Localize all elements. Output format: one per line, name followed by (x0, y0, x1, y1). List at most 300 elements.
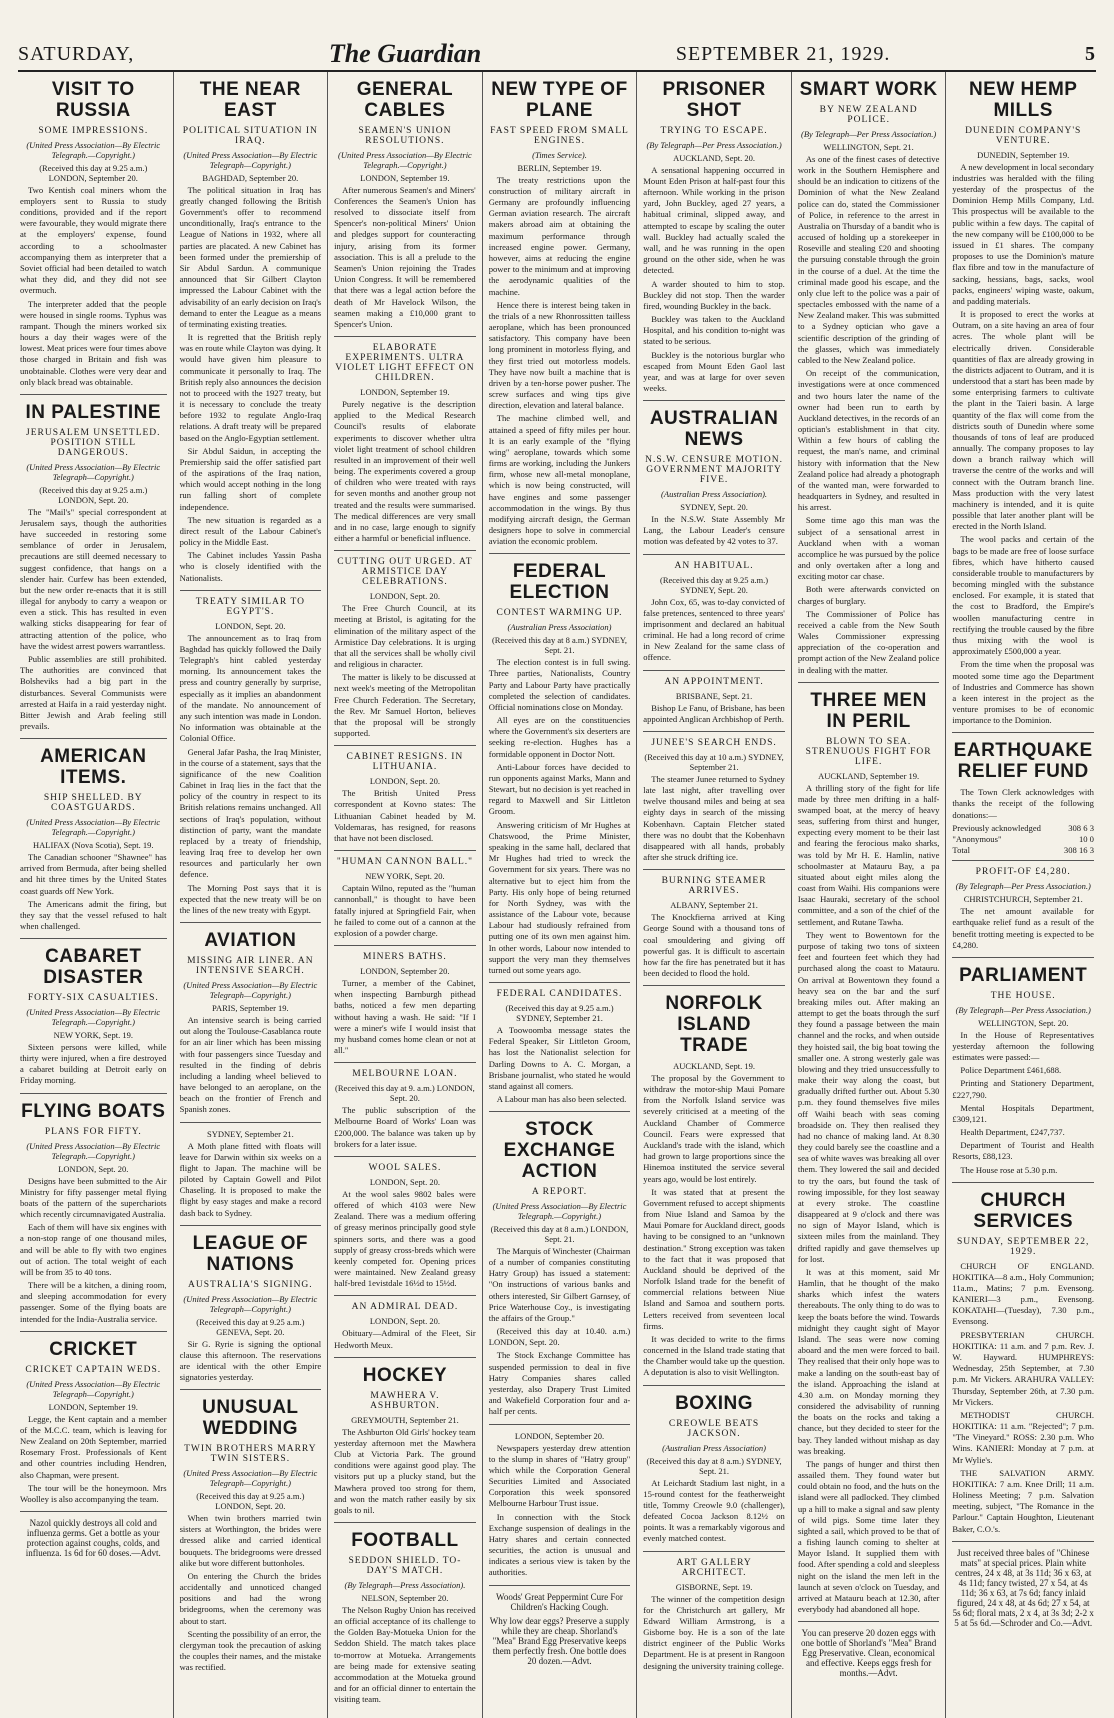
article-body (489, 657, 631, 976)
article (20, 403, 167, 739)
article-headline: SMART WORK (799, 79, 938, 100)
article (334, 857, 476, 946)
article-dateline: ALBANY, September 21. (670, 900, 758, 911)
article-paragraph: On entering the Church the brides accidentally and unnoticed changed positions and had the wrong bridegrooms, when the ceremony was about to start. (179, 1570, 322, 1626)
article (643, 409, 785, 554)
article-subhead: AUSTRALIA'S SIGNING. (188, 1279, 313, 1290)
article-paragraph: A warder shouted to him to stop. Buckley did not stop. Then the warder fired, wounding Buckley in the back. (643, 278, 785, 311)
fund-label: Previously acknowledged (952, 822, 1041, 833)
article (334, 1531, 476, 1711)
article-subhead: CUTTING OUT URGED. AT ARMISTICE DAY CELEBRATIONS. (337, 557, 473, 588)
article (334, 1069, 476, 1157)
article-body (334, 603, 476, 739)
article-body (952, 1261, 1094, 1535)
article-body (334, 1189, 476, 1290)
article-paragraph: The announcement as to Iraq from Baghdad has quickly followed the Daily Telegraph's hint cabled yesterday morning. Its announcement takes the press and country generally by surprise, especially as it implies an abandonment of the mandate. No announcement of any such intention was made in London. No information was obtainable at the Colonial Office. (179, 632, 322, 744)
article-paragraph: Sir G. Ryrie is signing the optional clause this afternoon. The reservations are identical with the other Empire signatories yesterday. (179, 1338, 322, 1383)
article-paragraph: The public subscription of the Melbourne Board of Works' Loan was £200,000. The balance was taken up by brokers for a later issue. (334, 1105, 476, 1149)
article-dateline: (Received this day at 10 a.m.) SYDNEY, September 21. (644, 751, 784, 772)
article-paragraph: Sixteen persons were killed, while thirty were injured, when a fire destroyed a cabaret building at Detroit early on Friday morning. (20, 1041, 167, 1086)
article-paragraph: General Jafar Pasha, the Iraq Minister, in the course of a statement, says that the significance of the new Coalition Cabinet in Iraq lies in the fact that the policy of the country in respect to its British relations remains unchanged. All sections of Iraq's population, without distinction of party, want the mandate replaced by a treaty of friendship, leaving Iraq free to develop her own resources and particularly her own defence. (179, 746, 322, 880)
article-headline: AUSTRALIAN NEWS (649, 408, 779, 451)
article-dateline: LONDON, Sept. 20. (58, 1163, 129, 1174)
article (20, 80, 167, 395)
article-paragraph: The Knockfierna arrived at King George Sound with a thousand tons of coal smouldering and giving off powerful gas. It is difficult to ascertain how far the fire has penetrated but it has been decided to flood the hold. (643, 912, 785, 979)
article-credit: (United Press Association—By Electric Telegraph.—Copyright.) (26, 1140, 161, 1161)
article-paragraph: On receipt of the communication, investigations were at once commenced and two hours later the name of the owner had been run to earth by Auckland detectives, in the records of an optician's establishment in that city. Within a few hours of cabling the request, the man's name, and criminal history with information that the New Zealand police had already a photograph of the wanted man, were forwarded to headquarters in Sydney, and resulted in his arrest. (797, 368, 940, 513)
article-body (798, 154, 940, 676)
article-headline: CABARET DISASTER (43, 946, 144, 989)
article-credit: (United Press Association—By Electric Telegraph.—Copyright.) (26, 1006, 161, 1027)
article-dateline: WELLINGTON, Sept. 20. (978, 1017, 1069, 1028)
article-body (334, 788, 476, 844)
article (334, 343, 476, 551)
article-paragraph: Anti-Labour forces have decided to run opponents against Marks, Mann and Stewart, but no decision is yet reached in regard to Maxwell and Sir Littleton Groom. (488, 761, 631, 817)
article-headline: IN PALESTINE (25, 401, 162, 423)
article-dateline: LONDON, September 20. (514, 1430, 605, 1441)
article-paragraph: Legge, the Kent captain and a member of the M.C.C. team, which is leaving for New Zealand on 20th September, married Rosemary Frost. Professionals of Kent and other countries including Hendren, also Chapman, were present. (20, 1413, 167, 1480)
article (643, 80, 785, 401)
article-paragraph: Both were afterwards convicted on charges of burglary. (797, 584, 940, 606)
article-paragraph: The election contest is in full swing. Three parties, Nationalists, Country Party and Labour Party have practically completed the selection of candidates. Official nominations close on Monday. (488, 657, 631, 712)
article-dateline: NEW YORK, Sept. 20. (365, 871, 445, 882)
article-body (643, 165, 785, 394)
article-body (180, 185, 322, 584)
article-subhead: FAST SPEED FROM SMALL ENGINES. (490, 125, 629, 146)
article-paragraph: From the time when the proposal was mooted some time ago the Department of Industries and Commerce has shown a keen interest in the project as the venture promises to be of economic importance to the Dominion. (952, 659, 1094, 726)
article-body (334, 978, 476, 1056)
article (334, 952, 476, 1063)
article-paragraph: In connection with the Stock Exchange suspension of dealings in the Hatry shares and certain connected securities, the action is unusual and indicates a serious view is taken by the authorities. (488, 1511, 631, 1578)
article-dateline: (Received this day at 8 a.m.) LONDON, Sept. 21. (490, 1223, 629, 1244)
fund-row (952, 834, 1094, 845)
article-body (334, 399, 476, 544)
article-headline: EARTHQUAKE RELIEF FUND (953, 740, 1093, 783)
article (952, 741, 1094, 861)
article-paragraph: In the N.S.W. State Assembly Mr Lang, the Labour Leader's censure motion was defeated by 42 votes to 37. (643, 514, 785, 547)
article-paragraph: Printing and Stationery Department, £227,790. (952, 1078, 1094, 1100)
article (180, 931, 322, 1122)
article-body (20, 1176, 167, 1325)
article-dateline: (Received this day at 9.25 a.m.) SYDNEY, Sept. 20. (660, 574, 769, 595)
article-body (20, 507, 167, 732)
article-subhead: BURNING STEAMER ARRIVES. (661, 876, 767, 897)
article-paragraph: The Town Clerk acknowledges with thanks the receipt of the following donations:— (952, 787, 1094, 820)
article-subhead: FORTY-SIX CASUALTIES. (27, 992, 159, 1003)
article (334, 752, 476, 851)
article-dateline: HALIFAX (Nova Scotia), Sept. 19. (33, 839, 154, 850)
article (334, 80, 476, 337)
article-paragraph: The machine climbed well, and attained a speed of fifty miles per hour. It is an early example of the "flying wing" aeroplane, towards which some firms are working, including the Junkers firm, whose new all-metal monoplane, which is now being constructed, will have engines and some passenger accommodation in the wings. By thus modifying aircraft design, the German designers hope to solve in commercial aviation the economic problem. (488, 413, 631, 547)
article-paragraph: The Cabinet includes Yassin Pasha who is closely identified with the Nationalists. (179, 550, 322, 583)
article-body (180, 1141, 322, 1219)
article-paragraph: The political situation in Iraq has greatly changed following the British Government's offer to recommend unconditionally, Iraq's entrance to the League of Nations in 1932, where all parties are placated. A new Cabinet has been formed under the premiership of Sir Abdul Sardun. A communique announced that Sir Gilbert Clayton impressed the Labour Cabinet with the advisability of an early decision on Iraq's demand to enter the League as a means of terminating existing treaties. (179, 184, 322, 329)
article-body (952, 906, 1094, 951)
article-credit: (United Press Association—By Electric Telegraph.—Copyright.) (492, 1200, 627, 1221)
article-body (643, 774, 785, 863)
article-paragraph: The Stock Exchange Committee has suspended permission to deal in five Hatry Companies shares called yesterday, also Drapery Trust Limited and Wakefield Corporation four and a-half per cents. (488, 1350, 631, 1417)
article-paragraph: Captain Wilno, reputed as the "human cannonball," is thought to have been fatally injured at Springfield Fair, when he failed to come out of a cannon at the explosion of a powder charge. (334, 883, 476, 938)
article (952, 80, 1094, 733)
article-subhead: AN ADMIRAL DEAD. (351, 1302, 459, 1313)
article-paragraph: All eyes are on the constituencies where the Government's six deserters are seeking re-election. Hughes has a formidable opponent in Doctor Nott. (488, 715, 631, 759)
article-body (489, 1246, 631, 1418)
article-subhead: THE HOUSE. (990, 990, 1056, 1001)
article-paragraph: The treaty restrictions upon the construction of military aircraft in Germany are profoundly influencing German aviation research. The aircraft makers abroad aim at obtaining the maximum performance through increased engine power. Germany, however, aims at reducing the engine power to the minimum and at improving the aerodynamic qualities of the machine. (488, 174, 631, 297)
article-headline: THREE MEN IN PERIL (810, 689, 927, 732)
article-credit: (United Press Association—By Electric Telegraph—Copyright.) (183, 149, 318, 170)
article-dateline: BERLIN, September 19. (517, 162, 602, 173)
article-credit: (By Telegraph—Per Press Association.) (955, 881, 1091, 892)
article-dateline: (Received this day at 9.25 a.m.) SYDNEY, September 21. (505, 1003, 614, 1024)
article-paragraph: PRESBYTERIAN CHURCH. HOKITIKA: 11 a.m. and 7 p.m. Rev. J. W. Hayward. HUMPHREYS: Wednesday, 25th September, at 7.30 p.m. Mr Vickers. ARAHURA VALLEY: Thursday, September 26th, at 7.30 p.m. Mr Vickers. (952, 1329, 1094, 1407)
article-dateline: AUCKLAND, September 19. (818, 770, 920, 781)
article-headline: GENERAL CABLES (356, 79, 454, 121)
fund-label: "Anonymous" (952, 833, 1002, 844)
article-subhead: ELABORATE EXPERIMENTS. ULTRA VIOLET LIGHT EFFECT ON CHILDREN. (335, 343, 475, 384)
article (952, 966, 1094, 1183)
article-body (643, 597, 785, 664)
article-body (643, 912, 785, 979)
article-paragraph: The Americans admit the firing, but they say that the vessel refused to halt when challenged. (20, 898, 167, 932)
article-paragraph: The proposal by the Government to withdraw the motor-ship Maui Pomare from the Norfolk Island service was severely criticised at a meeting of the Auckland Chamber of Commerce Council. Fears were expressed that Auckland's trade with the island, which had grown to large proportions since the Hinemoa instituted the service several years ago, would be lost entirely. (643, 1072, 785, 1184)
article-paragraph: There will be a kitchen, a dining room, and sleeping accommodation for every passenger. Some of the flying boats are intended for the India-Australia service. (20, 1280, 167, 1324)
article-subhead: MINERS BATHS. (363, 952, 447, 963)
article (643, 994, 785, 1385)
article-credit: (Times Service). (532, 149, 587, 160)
article-paragraph: Sir Abdul Saidun, in accepting the Premiership said the offer satisfied part of the aspirations of the Iraq nation, which would accept nothing in the long run falling short of complete independence. (179, 445, 322, 512)
article-paragraph: At Leichardt Stadium last night, in a 15-round contest for the featherweight title, Tommy Creowle 9.0 (challenger), defeated Cocoa Jackson 8.12½ on points. It was a remarkably vigorous and evenly matched contest. (643, 1477, 785, 1544)
article-subhead: BLOWN TO SEA. STRENUOUS FIGHT FOR LIFE. (805, 736, 932, 767)
article-paragraph: Each of them will have six engines with a non-stop range of one thousand miles, and will be able to fly with two engines out of action. The total weight of each will be from 35 to 40 tons. (20, 1222, 167, 1277)
article-paragraph: The interpreter added that the people were housed in single rooms. Typhus was rampant. Though the miners worked six hours a day their wages were of the lowest. Meat prices were four times above those charged in Britain and fish was unobtainable. Clothes were very dear and only black bread was obtainable. (20, 298, 167, 387)
article-paragraph: It was decided to write to the firms concerned in the Island trade stating that the Chamber would take up the question. A deputation is also to visit Wellington. (643, 1333, 785, 1378)
article-headline: UNUSUAL WEDDING (202, 1397, 299, 1440)
article-headline: NEW HEMP MILLS (968, 79, 1078, 121)
article-body (643, 1594, 785, 1672)
fund-label: Total (952, 845, 970, 856)
article-paragraph: After numerous Seamen's and Miners' Conferences the Seamen's Union has resolved to dissociate itself from Spencer's non-political Miners' Union and pledges support for counteracting injury, arising from its former association. This is all a prelude to the Seamen's Union rejoining the Trades Union Congress. It will be remembered that there was a legal action before the death of Mr Havelock Wilson, the seamen making a £10,000 grant to Spencer's Union. (334, 184, 476, 329)
article-paragraph: Health Department, £247,737. (960, 1127, 1065, 1138)
article-subhead: SOME IMPRESSIONS. (38, 125, 149, 136)
fund-amount: 308 6 3 (1068, 822, 1094, 833)
article-headline: LEAGUE OF NATIONS (192, 1232, 309, 1275)
article-paragraph: Scenting the possibility of an error, the clergyman took the precaution of asking the couples their names, and the mistake was rectified. (179, 1628, 322, 1673)
article-paragraph: John Cox, 65, was to-day convicted of false pretences, sentenced to three years' imprisonment and declared an habitual criminal. He had a long record of crime in New Zealand for the same class of offence. (643, 596, 785, 663)
article-dateline: LONDON, September 19. (360, 387, 450, 398)
article-paragraph: Purely negative is the description applied to the Medical Research Council's results of elaborate experiments to discover whether ultra violet light treatment of school children resulted in an improvement of their well being. The experiments covered a group of children who were treated with rays for seven months and another group not treated and the results were summarised. The medical differences are very small and in no case, large enough to signify either a harmful or beneficial influence. (334, 399, 476, 544)
article-paragraph: Answering criticism of Mr Hughes at Chatswood, the Prime Minister, speaking in the same hall, declared that Mr Hughes had tried to wreck the Government for six years. There was no alternative but to eject him from the Party. His only hope of being returned for North Sydney, was with the assistance of the Labour vote, because Labour had studiously refrained from putting one of its own men against him. In other words, Labour now intended to support the very man they themselves turned out some years ago. (488, 819, 631, 975)
article-paragraph: Designs have been submitted to the Air Ministry for fifty passenger metal flying boats of the pattern of the superchariots which recently circumnavigated Australia. (20, 1175, 167, 1220)
advertisement: You can preserve 20 dozen eggs with one bottle of Shorland's "Mea" Brand Egg Preservative. Clean, economical and effective. Keeps eggs fresh for months.—Advt. (801, 1628, 937, 1679)
column-5 (636, 72, 791, 1718)
article-dateline: DUNEDIN, September 19. (977, 149, 1070, 160)
article-subhead: JUNEE'S SEARCH ENDS. (651, 737, 777, 748)
article-dateline: (Received this day at 8 a.m.) SYDNEY, Sept. 21. (491, 635, 628, 656)
article-credit: (United Press Association—By Electric Telegraph—Copyright.) (26, 461, 161, 482)
article-paragraph: The House rose at 5.30 p.m. (960, 1164, 1058, 1175)
masthead-title: The Guardian (328, 39, 482, 68)
article-paragraph: The Nelson Rugby Union has received an official acceptance of its challenge to the Golden Bay-Motueka Union for the Seddon Shield. The match takes place to-morrow at Motueka. Arrangements are being made for extensive seating accommodation at the Motueka ground and for an official dinner to entertain the visiting team. (334, 1604, 476, 1705)
article (20, 1340, 167, 1512)
column-1 (18, 72, 173, 1718)
article-paragraph: The British United Press correspondent at Kovno states: The Lithuanian Cabinet headed by M. Voldemaras, has resigned, for reasons that have not been disclosed. (334, 788, 476, 843)
article-dateline: BRISBANE, Sept. 21. (675, 690, 753, 701)
article-subhead: TWIN BROTHERS MARRY TWIN SISTERS. (184, 1443, 317, 1464)
article-body (20, 1042, 167, 1087)
article-subhead: N.S.W. CENSURE MOTION. GOVERNMENT MAJORITY FIVE. (645, 455, 783, 485)
article-paragraph: A thrilling story of the fight for life made by three men drifting in a half-swamped boat, at the mercy of heavy seas, suffering from thirst and hunger, expecting every moment to be their last and fearing the ferocious mako sharks, was told by Mr H. E. Hamlin, native schoolmaster at Matauru Bay, a pa situated about eight miles along the coast from Waihi. His companions were Isaac Hauraki, secretary of the school committee, and a son of the chief of the settlement, and Rutane Tawha. (797, 782, 940, 927)
article-credit: (United Press Association—By Electric Telegraph.—Copyright.) (26, 816, 161, 837)
article (180, 1234, 322, 1390)
article (180, 80, 322, 591)
article-headline: AVIATION (204, 930, 297, 952)
article (643, 1558, 785, 1678)
article-subhead: MAWHERA V. ASHBURTON. (370, 1390, 440, 1411)
article-subhead: MISSING AIR LINER. AN INTENSIVE SEARCH. (187, 955, 314, 976)
fund-amount: 10 0 (1078, 833, 1094, 844)
article-dateline: (Received this day at 8 a.m.) SYDNEY, Sept. 21. (646, 1455, 782, 1476)
article-paragraph: The Commissioner of Police has received a cable from the New South Wales Commissioner expressing appreciation of the co-operation and prompt action of the New Zealand police in dealing with the matter. (797, 608, 940, 675)
article-paragraph: A new development in local secondary industries was heralded with the filing yesterday of the prospectus of the Dominion Hemp Mills Company, Ltd. This prospectus will be available to the public within a few days. The capital of the new company will be £100,000 to be issued in £1 shares. The company proposes to use the Dominion's mature flax fibre and tow in the manufacture of sacking, hessians, bags, sacks, wool packs, engineers' wiping waste, oakum, and padding materials. (952, 161, 1094, 306)
article-credit: (United Press Association—By Electric Telegraph—Copyright.) (183, 979, 318, 1000)
article (798, 691, 940, 1623)
article-dateline: SYDNEY, September 21. (206, 1128, 294, 1139)
article-body (20, 185, 167, 388)
article-dateline: LONDON, Sept. 20. (369, 776, 440, 787)
article-body (643, 514, 785, 548)
article-body (643, 1478, 785, 1545)
article-headline: FOOTBALL (351, 1530, 459, 1552)
article-subhead: CONTEST WARMING UP. (496, 608, 623, 619)
article-body (489, 175, 631, 548)
column-6 (791, 72, 946, 1718)
article-dateline: NELSON, September 20. (361, 1592, 449, 1603)
article-paragraph: When twin brothers married twin sisters at Worthington, the brides were dressed alike and carried identical bouquets. The bridegrooms were dressed alike but wore different buttonholes. (179, 1512, 322, 1568)
article-headline: FEDERAL ELECTION (509, 561, 610, 604)
article-subhead: "HUMAN CANNON BALL." (336, 857, 474, 868)
article-paragraph: The steamer Junee returned to Sydney late last night, after travelling over twelve thousand miles and being at sea eighty days in search of the missing Kobenhavn. Captain Fletcher stated there was no doubt that the Kobenhavn disappeared with all hands, probably after she struck drifting ice. (643, 773, 785, 863)
article-paragraph: Police Department £461,688. (960, 1065, 1062, 1076)
article (643, 561, 785, 671)
article-dateline: AUCKLAND, Sept. 20. (673, 152, 756, 163)
fund-row (952, 845, 1094, 856)
article-paragraph: CHURCH OF ENGLAND. HOKITIKA—8 a.m., Holy Communion; 11a.m., Matins; 7 p.m. Evensong. KANIERI—3 p.m., Evensong. KOKATAHI—(Tuesday), 7.30 p.m., Evensong. (952, 1260, 1094, 1327)
article-paragraph: The wool packs and certain of the bags to be made are free of loose surface fibres, which have hitherto caused considerable trouble to manufacturers by becoming mingled with the substance enclosed. For example, it is stated that the cost to Bradford, the Empire's woollen manufacturing centre in rectifying the trouble caused by the fibre thus mixing with the wool is approximately £500,000 a year. (952, 534, 1094, 657)
article-subhead: FEDERAL CANDIDATES. (496, 989, 623, 1000)
article-paragraph: At the wool sales 9802 bales were offered of which 4103 were New Zealand. There was a medium offering of greasy merinos principally good style spinners sorts, and there was a good supply of greasy cross-breds which were keenly competed for. Opening prices were maintained. New Zealand greasy half-bred 1evistdale 16½d to 15½d. (334, 1188, 476, 1289)
article-body (180, 1513, 322, 1673)
article-dateline: WELLINGTON, Sept. 21. (823, 141, 914, 152)
article-credit: (United Press Association—By Electric Telegraph—Copyright.) (26, 1378, 161, 1399)
article-paragraph: The Canadian schooner "Shawnee" has arrived from Bermuda, after being shelled and hit three times by the United States coast guards off New York. (20, 851, 167, 896)
article-body (952, 162, 1094, 727)
article-paragraph: Bishop Le Fanu, of Brisbane, has been appointed Anglican Archbishop of Perth. (643, 702, 785, 724)
article-paragraph: The Ashburton Old Girls' hockey team yesterday afternoon met the Mawhera Club at Victoria Park. The ground conditions were against good play. The visitors put up a plucky stand, but the Mawhera proved too strong for them, and won the match rather easily by six goals to nil. (334, 1426, 476, 1515)
article-dateline: LONDON, Sept. 20. (215, 620, 286, 631)
article-subhead: CRICKET CAPTAIN WEDS. (25, 1364, 162, 1375)
article-dateline: (Received this day at 9.25 a.m.) LONDON, September 20. (39, 162, 148, 183)
column-2 (173, 72, 328, 1718)
article-paragraph: It is proposed to erect the works at Outram, on a site having an area of four acres. The whole plant will be electrically driven. Considerable quantities of flax are already growing in the districts adjacent to Outram, and it is understood that a start has been made by some enterprising farmers to cultivate the plant in the Taieri basin. A large quantity of the flax will come from the districts south of Dunedin where some thousands of tons of leaf are produced annually. The company proposes to lay down a branch railway which will traverse the centre of the works and will connect with the Outram branch line. Mass production with the very latest machinery is intended, and it is quite possible that later another plant will be erected in the North Island. (952, 309, 1094, 532)
article-subhead: PLANS FOR FIFTY. (44, 1126, 142, 1137)
article (489, 1431, 631, 1586)
article-paragraph: The winner of the competition design for the Christchurch art gallery, Mr Edward William Armstrong, is a Gisborne boy. He is a son of the late district engineer of the Public Works Department. He is at present in Rangoon designing the university training college. (643, 1593, 785, 1671)
article-paragraph: A Toowoomba message states the Federal Speaker, Sir Littleton Groom, has lost the Nationalist selection for Darling Downs to A. C. Morgan, a Brisbane journalist, who stated he would stand against all comers. (488, 1025, 631, 1091)
article-dateline: AUCKLAND, Sept. 19. (673, 1060, 756, 1071)
article-subhead: SEDDON SHIELD. TO-DAY'S MATCH. (348, 1555, 462, 1576)
article-dateline: LONDON, Sept. 20. (369, 1316, 440, 1327)
article-dateline: (Received this day at 9.25 a.m.) GENEVA, Sept. 20. (196, 1316, 305, 1337)
article-headline: BOXING (675, 1392, 754, 1414)
article-body (20, 1414, 167, 1505)
article-paragraph: THE SALVATION ARMY. HOKITIKA: 7 a.m. Knee Drill; 11 a.m. Holiness Meeting; 7 p.m. Salvation meeting, subject, "The Romance in the Parlour." Captain Houghton, Lieutenant Baker, C.O.'s. (952, 1467, 1094, 1534)
fund-row (952, 823, 1094, 834)
article-paragraph: (Received this day at 10.40. a.m.) LONDON, Sept. 20. (488, 1326, 631, 1348)
article-body (643, 1073, 785, 1379)
article-subhead: WOOL SALES. (368, 1162, 442, 1173)
article-paragraph: Obituary—Admiral of the Fleet, Sir Hedworth Meux. (334, 1328, 476, 1350)
article-paragraph: Buckley is the notorious burglar who escaped from Mount Eden Gaol last year, and was at large for over seven weeks. (643, 349, 785, 394)
article-body (334, 1605, 476, 1706)
article-body (489, 1443, 631, 1579)
article-dateline: BAGHDAD, September 20. (202, 172, 299, 183)
article (20, 947, 167, 1093)
article (489, 1120, 631, 1424)
article-headline: NEW TYPE OF PLANE (491, 79, 628, 121)
fund-amount: 308 16 3 (1063, 845, 1094, 856)
article-credit: (United Press Association—By Electric Telegraph—Copyright.) (183, 1293, 318, 1314)
article (180, 1398, 322, 1679)
article-paragraph: Turner, a member of the Cabinet, when inspecting Barnburgh pithead baths, noticed a few men departing without having a wash. He said: "If I were a miner's wife I would insist that my husband comes home clean or not at all." (334, 978, 476, 1056)
article-paragraph: Some time ago this man was the subject of a sensational arrest in Auckland when with a woman accomplice he was pursued by the police and only overtaken after a long and exciting motor car chase. (797, 515, 940, 582)
article-paragraph: Two Kentish coal miners whom the employers sent to Russia to study conditions, provided and if the report were favourable, they would migrate there at the employers' expense, found according to a schoolmaster accompanying them as interpreter that a Soviet official had been detailed to watch what they did, and they did not see overmuch. (20, 184, 167, 296)
article-body (180, 1339, 322, 1384)
article-body (334, 1427, 476, 1516)
article-body (643, 703, 785, 725)
article-dateline: LONDON, September 19. (48, 1401, 138, 1412)
article-headline: STOCK EXCHANGE ACTION (503, 1119, 616, 1183)
article-body (180, 633, 322, 916)
article-credit: (United Press Association—By Electric Telegraph.—Copyright.) (26, 139, 161, 160)
article-dateline: PARIS, September 19. (212, 1002, 289, 1013)
article (334, 557, 476, 746)
article-subhead: DUNEDIN COMPANY'S VENTURE. (965, 125, 1082, 146)
article-dateline: (Received this day at 9.25 a.m.) LONDON, Sept. 20. (196, 1490, 305, 1511)
article-headline: AMERICAN ITEMS. (40, 746, 147, 789)
article-paragraph: As one of the finest cases of detective work in the Southern Hemisphere and should be an indication to citizens of the Dominion of what the New Zealand police can do, stated the Commissioner of Police, in reference to the arrest in Australia on Thursday of a bandit who is accused of holding up a storekeeper in Roseville and stealing £20 and shooting the pursuing constable through the groin in the course of a duel. At the time the criminal made good his escape, and the only clue left to the police was a pair of spectacles embossed with the name of a New Zealand maker. This was submitted to a Sydney optician who gave a scientific description of the grinding of the glasses, which was immediately cabled to the New Zealand police. (797, 153, 940, 365)
article-body (334, 185, 476, 330)
article-subhead: BY NEW ZEALAND POLICE. (819, 104, 918, 125)
column-3 (327, 72, 482, 1718)
article-paragraph: Public assemblies are still prohibited. The authorities are convinced that Bolsheviks had a big part in the disturbances. Several Communists were arrested at Haifa in a raid yesterday night. Bitter Jewish and Arab feeling still prevails. (20, 654, 167, 732)
article-subhead: AN HABITUAL. (674, 560, 754, 571)
article-paragraph: In the House of Representatives yesterday afternoon the following estimates were passed:— (952, 1029, 1094, 1063)
article-credit: (Australian Press Association) (507, 622, 612, 633)
article-body (952, 1030, 1094, 1176)
article-paragraph: A sensational happening occurred in Mount Eden Prison at half-past four this afternoon. While working in the prison yard, John Buckley, aged 27 years, a habitual criminal, slipped away, and attempted to escape by scaling the outer wall. Buckley had actually scaled the wall, and he was running in the open ground on the other side, when he was detected. (643, 164, 785, 276)
columns-container (18, 72, 1100, 1705)
article-paragraph: The tour will be the honeymoon. Mrs Woolley is also accompanying the team. (20, 1482, 167, 1504)
article (334, 1366, 476, 1523)
article (952, 1191, 1094, 1542)
article-dateline: LONDON, September 20. (360, 966, 450, 977)
article-paragraph: They went to Bowentown for the purpose of taking two tons of sixteen feet and fourteen feet which they had purchased along the coast to Matauru. On arrival at Bowentown they found a heavy sea on the bar and the surf breaking miles out. After making an attempt to get the boats through the surf they found a passage between the main channel and the rocks, and when outside they hoisted sail, the big boat towing the smaller one. A strong westerly gale was blowing and they tried unsuccessfully to make their way along the coast, but gradually drifted further out. About 5.30 p.m. they found themselves five miles off Waihi beach with seas coming broadside on. They then realised they had no chance of making land. At 8.30 they could barely see the coastline and a sea of white waves was breaking all over them. They lowered the sail and decided to try the oars, but found the task of rowing impossible, for they lost seaway at every stroke. The coastline disappeared at 9 o'clock and there was no sign of Mayor Island, which is sixteen miles from the mainland. They drifted rapidly and gave themselves up for lost. (797, 929, 940, 1264)
article (798, 80, 940, 683)
article-paragraph: Newspapers yesterday drew attention to the slump in shares of "Hatry group" which while the Corporation General Securities Limited and Associated Corporation this week sponsored Melbourne Harbour Trust issue. (488, 1442, 631, 1509)
article-paragraph: A Moth plane fitted with floats will leave for Darwin within six weeks on a flight to Japan. The machine will be piloted by Captain Gowell and Pilot Chaseling. It is proposed to make the flight by easy stages and make a record dash back to Sydney. (179, 1140, 322, 1218)
article-paragraph: The matter is likely to be discussed at next week's meeting of the Metropolitan Free Church Federation. The Secretary, the Rev. Mr Samuel Horton, believes that the proposal will be strongly supported. (334, 672, 476, 739)
article-subhead: TRYING TO ESCAPE. (660, 125, 768, 136)
article (334, 1302, 476, 1357)
article-credit: (By Telegraph—Per Press Association.) (955, 1004, 1091, 1015)
article-body (952, 787, 1094, 821)
article-dateline: LONDON, Sept. 20. (369, 591, 440, 602)
article-headline: VISIT TO RUSSIA (51, 79, 135, 121)
article-paragraph: Mental Hospitals Department, £309,121. (952, 1102, 1094, 1124)
article-credit: (By Telegraph—Per Press Association.) (801, 128, 937, 139)
article-subhead: AN APPOINTMENT. (664, 676, 764, 687)
article-headline: CHURCH SERVICES (973, 1189, 1074, 1232)
article (643, 738, 785, 870)
article-subhead: MELBOURNE LOAN. (352, 1069, 458, 1080)
article-paragraph: The Marquis of Winchester (Chairman of a number of companies constituting Hatry Group) has issued a statement: "On instructions of various banks and others interested, Sir Gilbert Garnsey, of Price Waterhouse Coy., is investigating the affairs of the Group." (488, 1245, 631, 1323)
article-paragraph: Department of Tourist and Health Resorts, £88,123. (952, 1140, 1094, 1162)
article-credit: (United Press Association—By Electric Telegraph—Copyright.) (183, 1467, 318, 1488)
advertisement: Woods' Great Peppermint Cure For Children's Hacking Cough. (496, 1591, 623, 1612)
article-headline: THE NEAR EAST (199, 79, 301, 121)
article-subhead: POLITICAL SITUATION IN IRAQ. (182, 125, 318, 146)
article-dateline: (Received this day at 9. a.m.) LONDON, Sept. 20. (335, 1083, 475, 1104)
article-subhead: PROFIT-OF £4,280. (975, 867, 1071, 878)
article-body (334, 883, 476, 939)
article-headline: PRISONER SHOT (662, 79, 766, 121)
article-paragraph: The "Mail's" special correspondent at Jerusalem says, though the authorities have succeeded in restoring some semblance of order in Jerusalem, precautions are still deemed necessary to suggest confidence, that hangs on a slender hair. Curfew has been extended, but the new order re-enacts that it is still illegal for anybody to carry a weapon or even a stick. This has resulted in even walking sticks disappearing for fear of attracting attention of the police, who have the widest arrest powers warrantless. (20, 506, 167, 651)
article (180, 597, 322, 923)
article-body (489, 1025, 631, 1105)
article-paragraph: The pangs of hunger and thirst then assailed them. They found water but could obtain no food, and the huts on the island were all padlocked. They climbed up a hill to make a signal and saw plenty of wild pigs. Some time later they sighted a sail, which proved to be that of a fishing launch coming to shelter at Mayor Island. It supplied them with food. After spending a cold and sleepless night on the island the men left in the launch at seven o'clock on Tuesday, and arrived at Matauru beach at 12.30, after everybody had abandoned all hope. (797, 1458, 940, 1615)
article (643, 677, 785, 732)
article-body (20, 852, 167, 932)
article-dateline: GISBORNE, Sept. 19. (675, 1581, 753, 1592)
article-subhead: CREOWLE BEATS JACKSON. (668, 1418, 760, 1439)
article-headline: NORFOLK ISLAND TRADE (665, 993, 763, 1057)
masthead-day: SATURDAY, (18, 42, 135, 65)
article-paragraph: METHODIST CHURCH. HOKITIKA: 11 a.m. "Rejected"; 7 p.m. "The Vineyard." ROSS: 2.30 p.m. Who Wins. KANIERI: Monday at 7 p.m. at Mr Wylie's. (952, 1409, 1094, 1465)
article-dateline: GREYMOUTH, September 21. (351, 1414, 459, 1425)
article-subhead: SUNDAY, SEPTEMBER 22, 1929. (957, 1236, 1090, 1257)
article-dateline: (Received this day at 9.25 a.m.) LONDON, Sept. 20. (39, 484, 148, 505)
article-headline: FLYING BOATS (21, 1100, 166, 1122)
article (20, 1102, 167, 1332)
article-subhead: A REPORT. (531, 1186, 588, 1197)
article-subhead: ART GALLERY ARCHITECT. (676, 1557, 752, 1578)
article-dateline: SYDNEY, Sept. 20. (680, 502, 748, 512)
article-credit: (United Press Association—By Electric Telegraph.—Copyright.) (337, 149, 472, 170)
article-paragraph: Buckley was taken to the Auckland Hospital, and his condition to-night was stated to be serious. (643, 314, 785, 347)
article-paragraph: It was stated that at present the Government refused to accept shipments from Niue Island and Samoa by the Maui Pomare for Auckland direct, goods having to be consigned to an "unknown destination." Strong exception was taken to the fact that it was proposed that Auckland should be deprived of the Norfolk Island trade for the benefit of commercial relations between Niue Island and Samoa and southern ports. Letters received from seventeen local firms. (643, 1186, 785, 1331)
article-paragraph: The Morning Post says that it is expected that the new treaty will be on the lines of the new treaty with Egypt. (179, 882, 322, 915)
article-dateline: LONDON, September 19. (360, 172, 450, 183)
article-dateline: LONDON, Sept. 20. (369, 1176, 440, 1187)
page-number: 5 (1085, 42, 1096, 65)
article (334, 1163, 476, 1297)
article-body (334, 1328, 476, 1350)
article-credit: (By Telegraph—Press Association). (344, 1579, 466, 1590)
article (952, 867, 1094, 958)
article-paragraph: It is regretted that the British reply was en route while Clayton was dying. It would have given him pleasure to communicate it personally to Iraq. The British reply also announces the decision not to proceed with the 1927 treaty, but it is necessary to conclude the treaty before 1932 to regulate Anglo-Iraq relations. A draft treaty will be prepared based on the Anglo-Egyptian settlement. (179, 332, 322, 443)
article (180, 1129, 322, 1226)
